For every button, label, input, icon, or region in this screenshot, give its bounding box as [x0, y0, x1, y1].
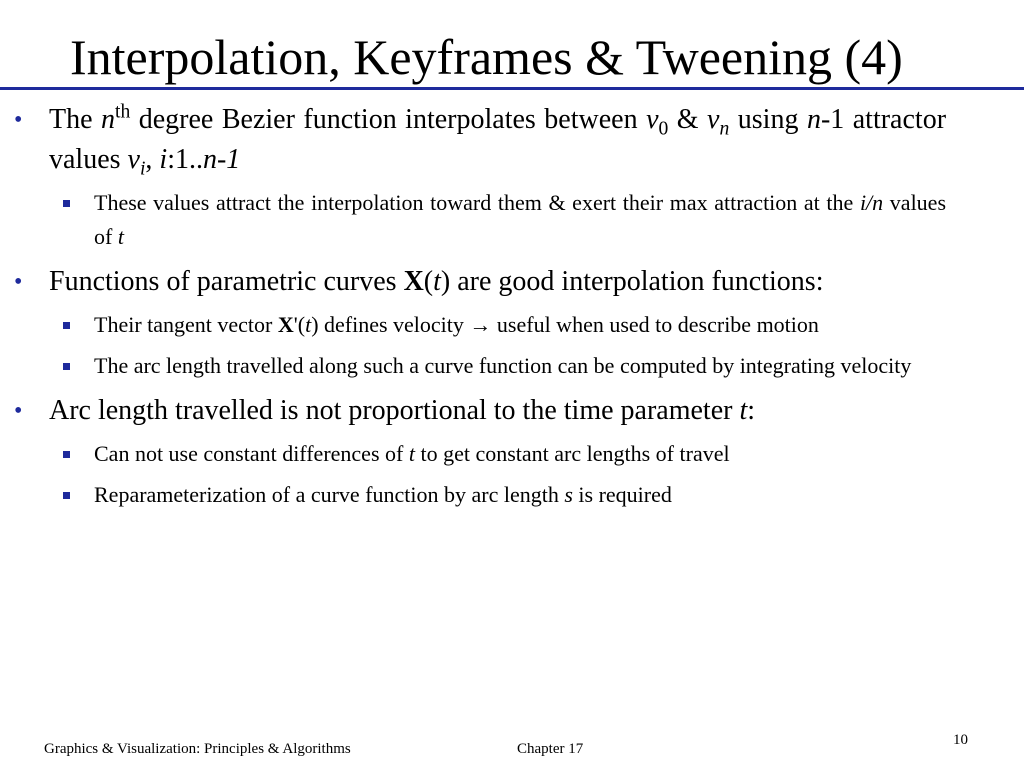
bullet-dot-icon: •	[14, 398, 23, 424]
slide-number: 10	[953, 732, 968, 748]
sub-bullet-attraction: These values attract the interpolation toward them & exert their max attraction at the i/n values of t	[0, 186, 946, 254]
title-divider	[0, 87, 1024, 90]
bullet-bezier-degree: • The $n^{th}$ degree Bezier function interpolates between $v_0$ & $v_n$ using n-1 attractor values $v_i$, i:1..n-1	[14, 101, 947, 180]
bullet-arc-length-proportionality: • Arc length travelled is not proportional to the time parameter t:	[0, 391, 946, 431]
slide-body	[0, 100, 1024, 512]
right-arrow-icon: →	[469, 312, 492, 337]
bullet-parametric-curves: • Functions of parametric curves X(t) are good interpolation functions:	[0, 262, 946, 302]
bullet-dot-icon: •	[14, 269, 23, 295]
sub-bullet-square-icon	[63, 200, 70, 207]
sub-bullet-square-icon	[63, 363, 70, 370]
sub-bullet-reparameterization: Reparameterization of a curve function by arc length s is required	[0, 478, 946, 512]
sub-bullet-square-icon	[63, 322, 70, 329]
footer-course-title: Graphics & Visualization: Principles & Algorithms	[44, 741, 351, 757]
footer-chapter: Chapter 17	[517, 741, 584, 757]
sub-bullet-tangent-velocity: Their tangent vector X'(t) defines velocity → useful when used to describe motion	[0, 308, 946, 342]
sub-bullet-square-icon	[63, 451, 70, 458]
sub-bullet-constant-differences: Can not use constant differences of t to get constant arc lengths of travel	[0, 437, 946, 471]
bullet-dot-icon: •	[14, 107, 23, 133]
sub-bullet-arc-length-integration: The arc length travelled along such a curve function can be computed by integrating velocity	[0, 349, 946, 383]
slide-title: Interpolation, Keyframes & Tweening (4)	[70, 29, 903, 85]
sub-bullet-square-icon	[63, 492, 70, 499]
